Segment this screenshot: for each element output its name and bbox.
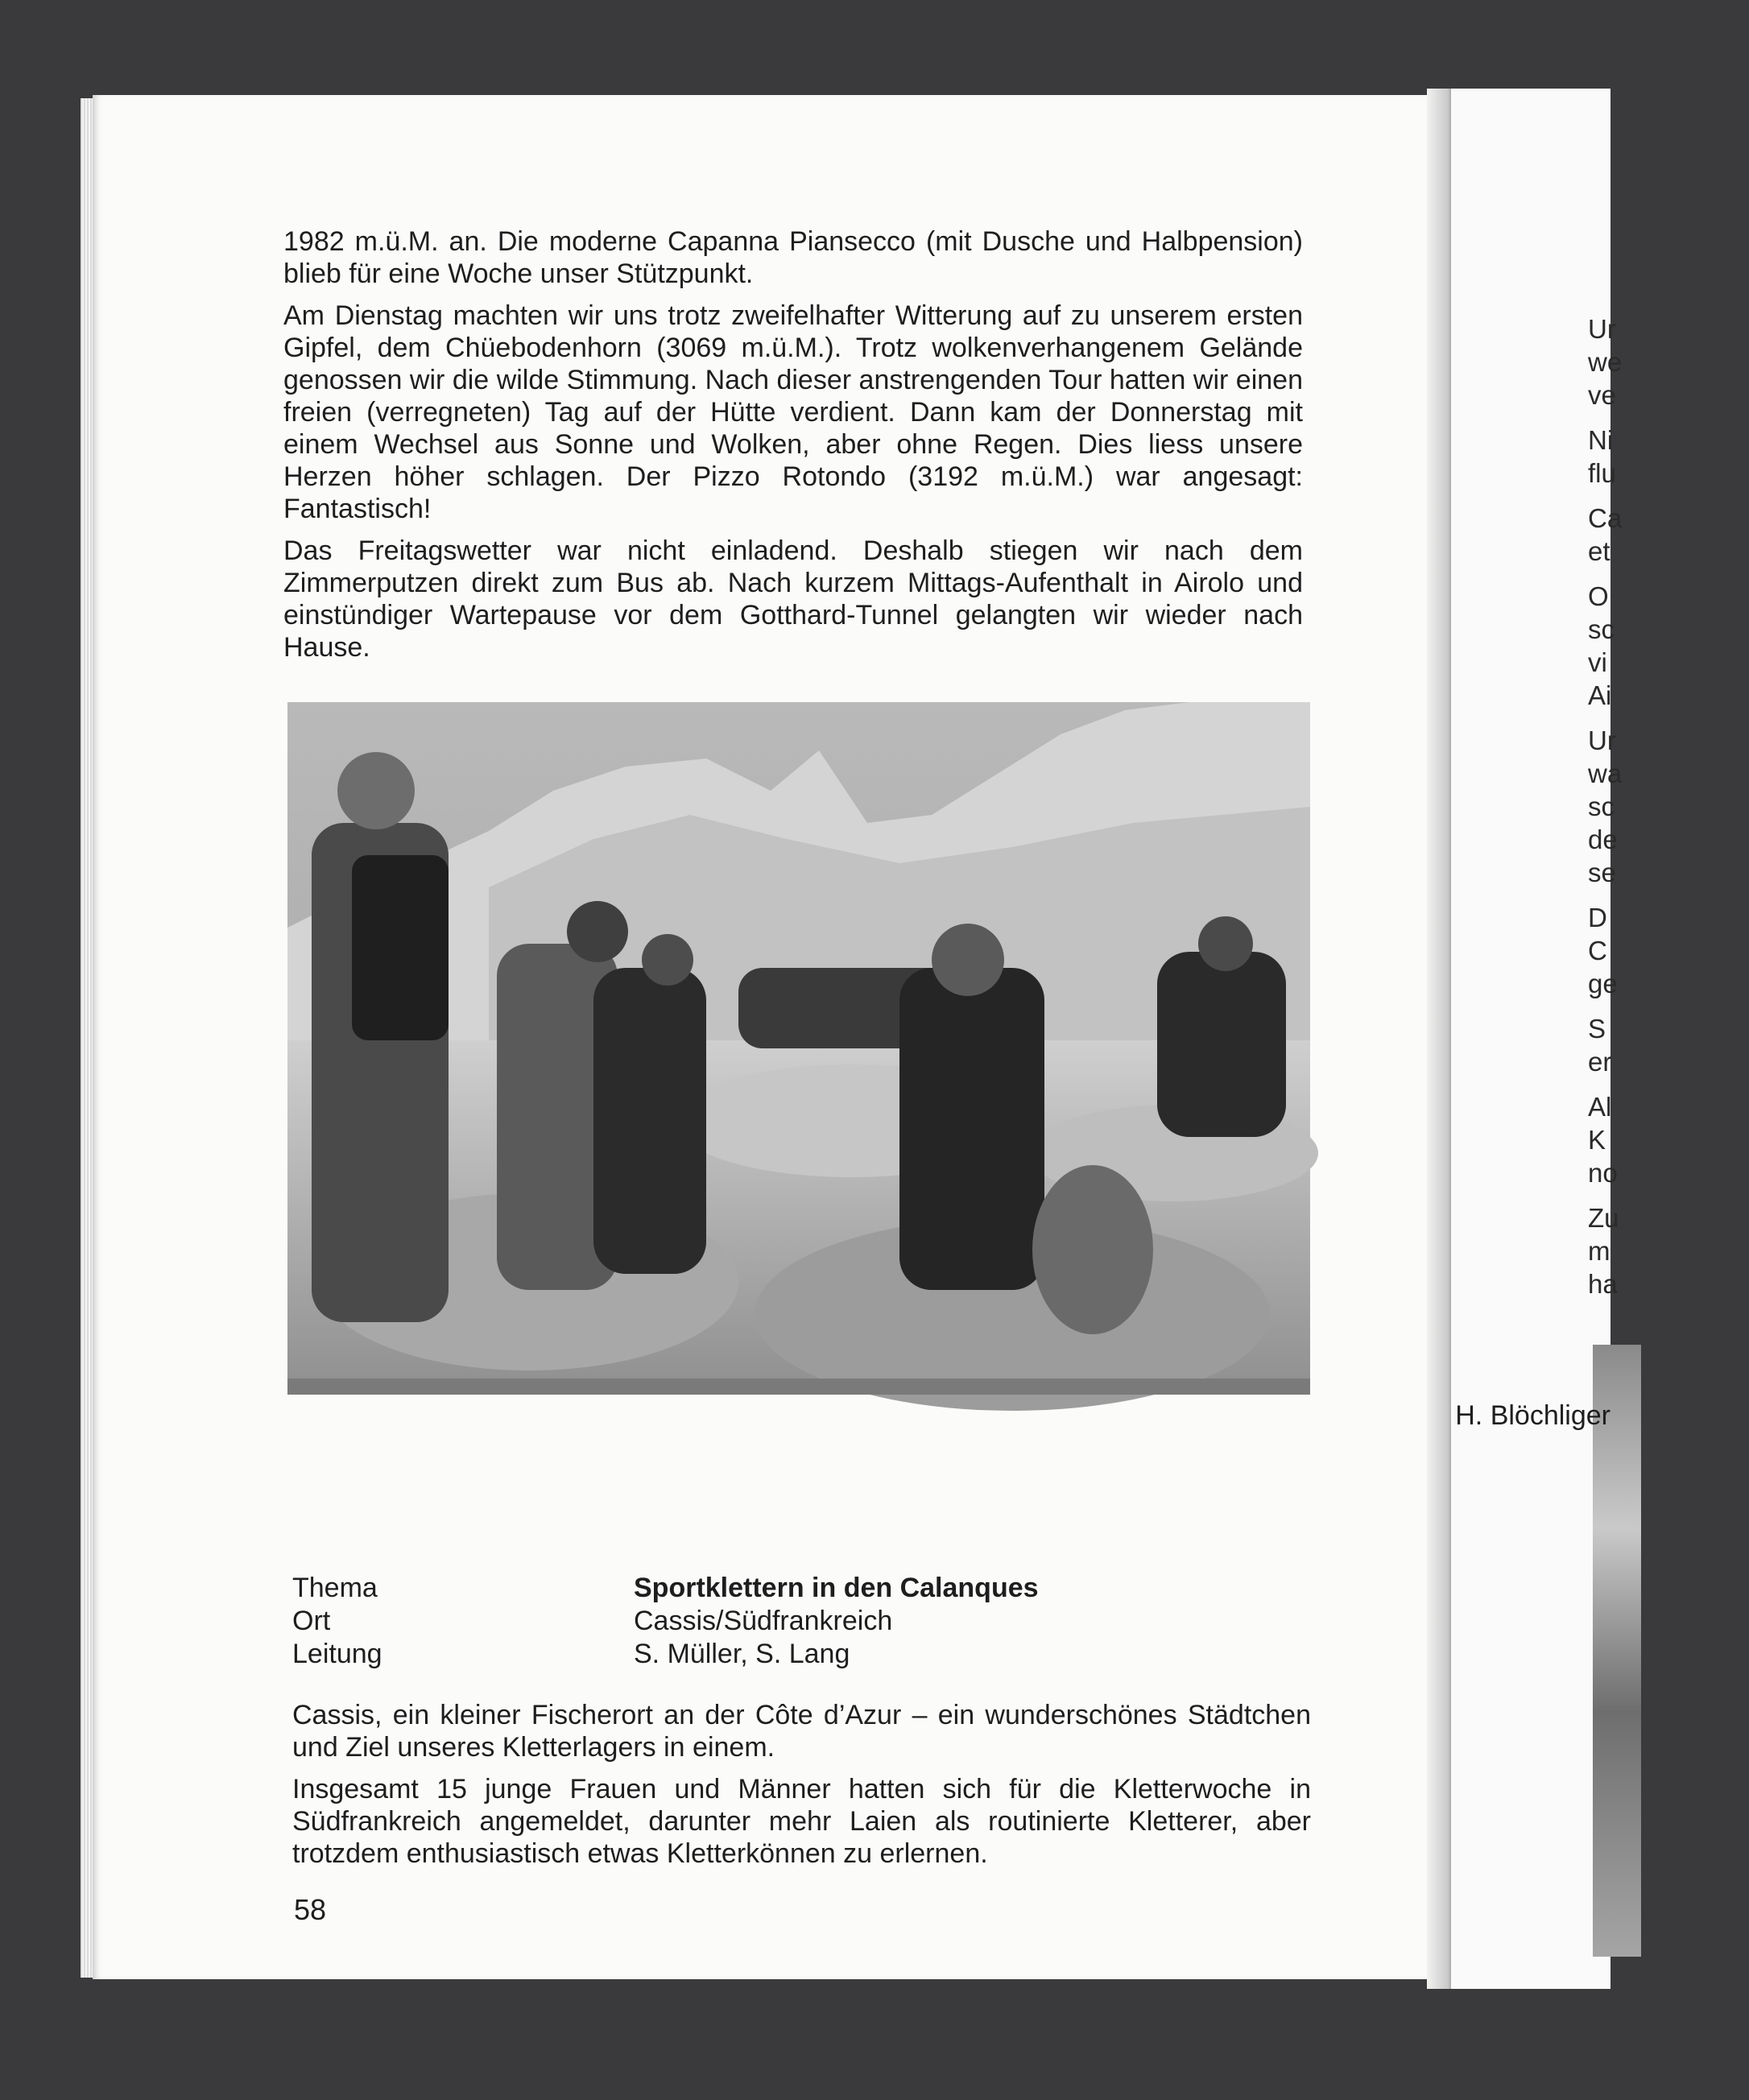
right-line: ge bbox=[1588, 969, 1618, 998]
info-value: S. Müller, S. Lang bbox=[634, 1639, 850, 1669]
right-line: no bbox=[1588, 1158, 1618, 1188]
info-row-thema bbox=[292, 1572, 1307, 1605]
page-number: 58 bbox=[294, 1893, 327, 1926]
right-line: flu bbox=[1588, 458, 1616, 488]
right-line: Ur bbox=[1588, 725, 1616, 755]
right-line: we bbox=[1588, 347, 1623, 377]
group-photo bbox=[287, 702, 1310, 1395]
article-bottom bbox=[292, 1699, 1311, 1879]
right-line: sc bbox=[1588, 614, 1615, 644]
info-value-title: Sportklettern in den Calanques bbox=[634, 1573, 1039, 1603]
info-label: Leitung bbox=[292, 1639, 382, 1669]
right-line: Ca bbox=[1588, 503, 1623, 533]
right-line: K bbox=[1588, 1125, 1606, 1155]
right-line: de bbox=[1588, 825, 1618, 854]
right-line: D bbox=[1588, 903, 1607, 932]
paragraph: Insgesamt 15 junge Frauen und Männer hatten sich für die Kletterwoche in Südfrankreich angemeldet, darunter mehr Laien als routinierte Kletterer, aber trotzdem enthusiastisch etwas Kletterkönnen zu erlernen. bbox=[292, 1774, 1311, 1869]
right-line: C bbox=[1588, 936, 1607, 965]
right-page bbox=[1451, 89, 1623, 1989]
info-value: Cassis/Südfrankreich bbox=[634, 1606, 893, 1636]
right-line: Ni bbox=[1588, 425, 1614, 455]
right-page-text-fragments bbox=[1588, 312, 1749, 1312]
right-line: et bbox=[1588, 536, 1610, 566]
info-row-leitung bbox=[292, 1638, 1307, 1671]
info-label: Thema bbox=[292, 1573, 378, 1603]
info-label: Ort bbox=[292, 1606, 331, 1636]
right-line: Al bbox=[1588, 1092, 1612, 1122]
right-line: er bbox=[1588, 1047, 1612, 1077]
right-line: S bbox=[1588, 1014, 1606, 1044]
right-line: sc bbox=[1588, 792, 1615, 821]
info-table bbox=[292, 1572, 1307, 1671]
right-line: wa bbox=[1588, 759, 1623, 788]
paragraph: 1982 m.ü.M. an. Die moderne Capanna Piansecco (mit Dusche und Halbpension) blieb für eine Woche unser Stützpunkt. bbox=[283, 226, 1303, 289]
info-row-ort bbox=[292, 1605, 1307, 1638]
paragraph: Am Dienstag machten wir uns trotz zweifelhafter Witterung auf zu unserem ersten Gipfel, dem Chüebodenhorn (3069 m.ü.M.). Trotz wolkenverhangenem Gelände genossen wir die wilde Stimmung. Nach dieser anstrengenden Tour hatten wir einen freien (verregneten) Tag auf der Hütte verdient. Dann kam der Donnerstag mit einem Wechsel aus Sonne und Wolken, aber ohne Regen. Dies liess unsere Herzen höher schlagen. Der Pizzo Rotondo (3192 m.ü.M.) war angesagt: Fantastisch! bbox=[283, 300, 1303, 524]
right-line: se bbox=[1588, 858, 1616, 887]
paragraph: Das Freitagswetter war nicht einladend. Deshalb stiegen wir nach dem Zimmerputzen direkt zum Bus ab. Nach kurzem Mittags-Aufenthalt in Airolo und einstündiger Wartepause vor dem Gotthard-Tunnel gelangten wir wieder nach Hause. bbox=[283, 535, 1303, 663]
right-line: Ur bbox=[1588, 314, 1616, 344]
right-line: Ai bbox=[1588, 680, 1612, 710]
article-top bbox=[283, 225, 1303, 673]
right-line: vi bbox=[1588, 647, 1607, 677]
right-line: ve bbox=[1588, 380, 1616, 410]
right-line: O bbox=[1588, 581, 1609, 611]
photo-credit: H. Blöchliger bbox=[1455, 1400, 1610, 1431]
right-page-photo bbox=[1593, 1345, 1641, 1957]
right-line: ha bbox=[1588, 1269, 1618, 1299]
right-line: Zu bbox=[1588, 1203, 1619, 1233]
paragraph: Cassis, ein kleiner Fischerort an der Côte d’Azur – ein wunderschönes Städtchen und Ziel unseres Kletterlagers in einem. bbox=[292, 1700, 1311, 1763]
right-line: m bbox=[1588, 1236, 1610, 1266]
